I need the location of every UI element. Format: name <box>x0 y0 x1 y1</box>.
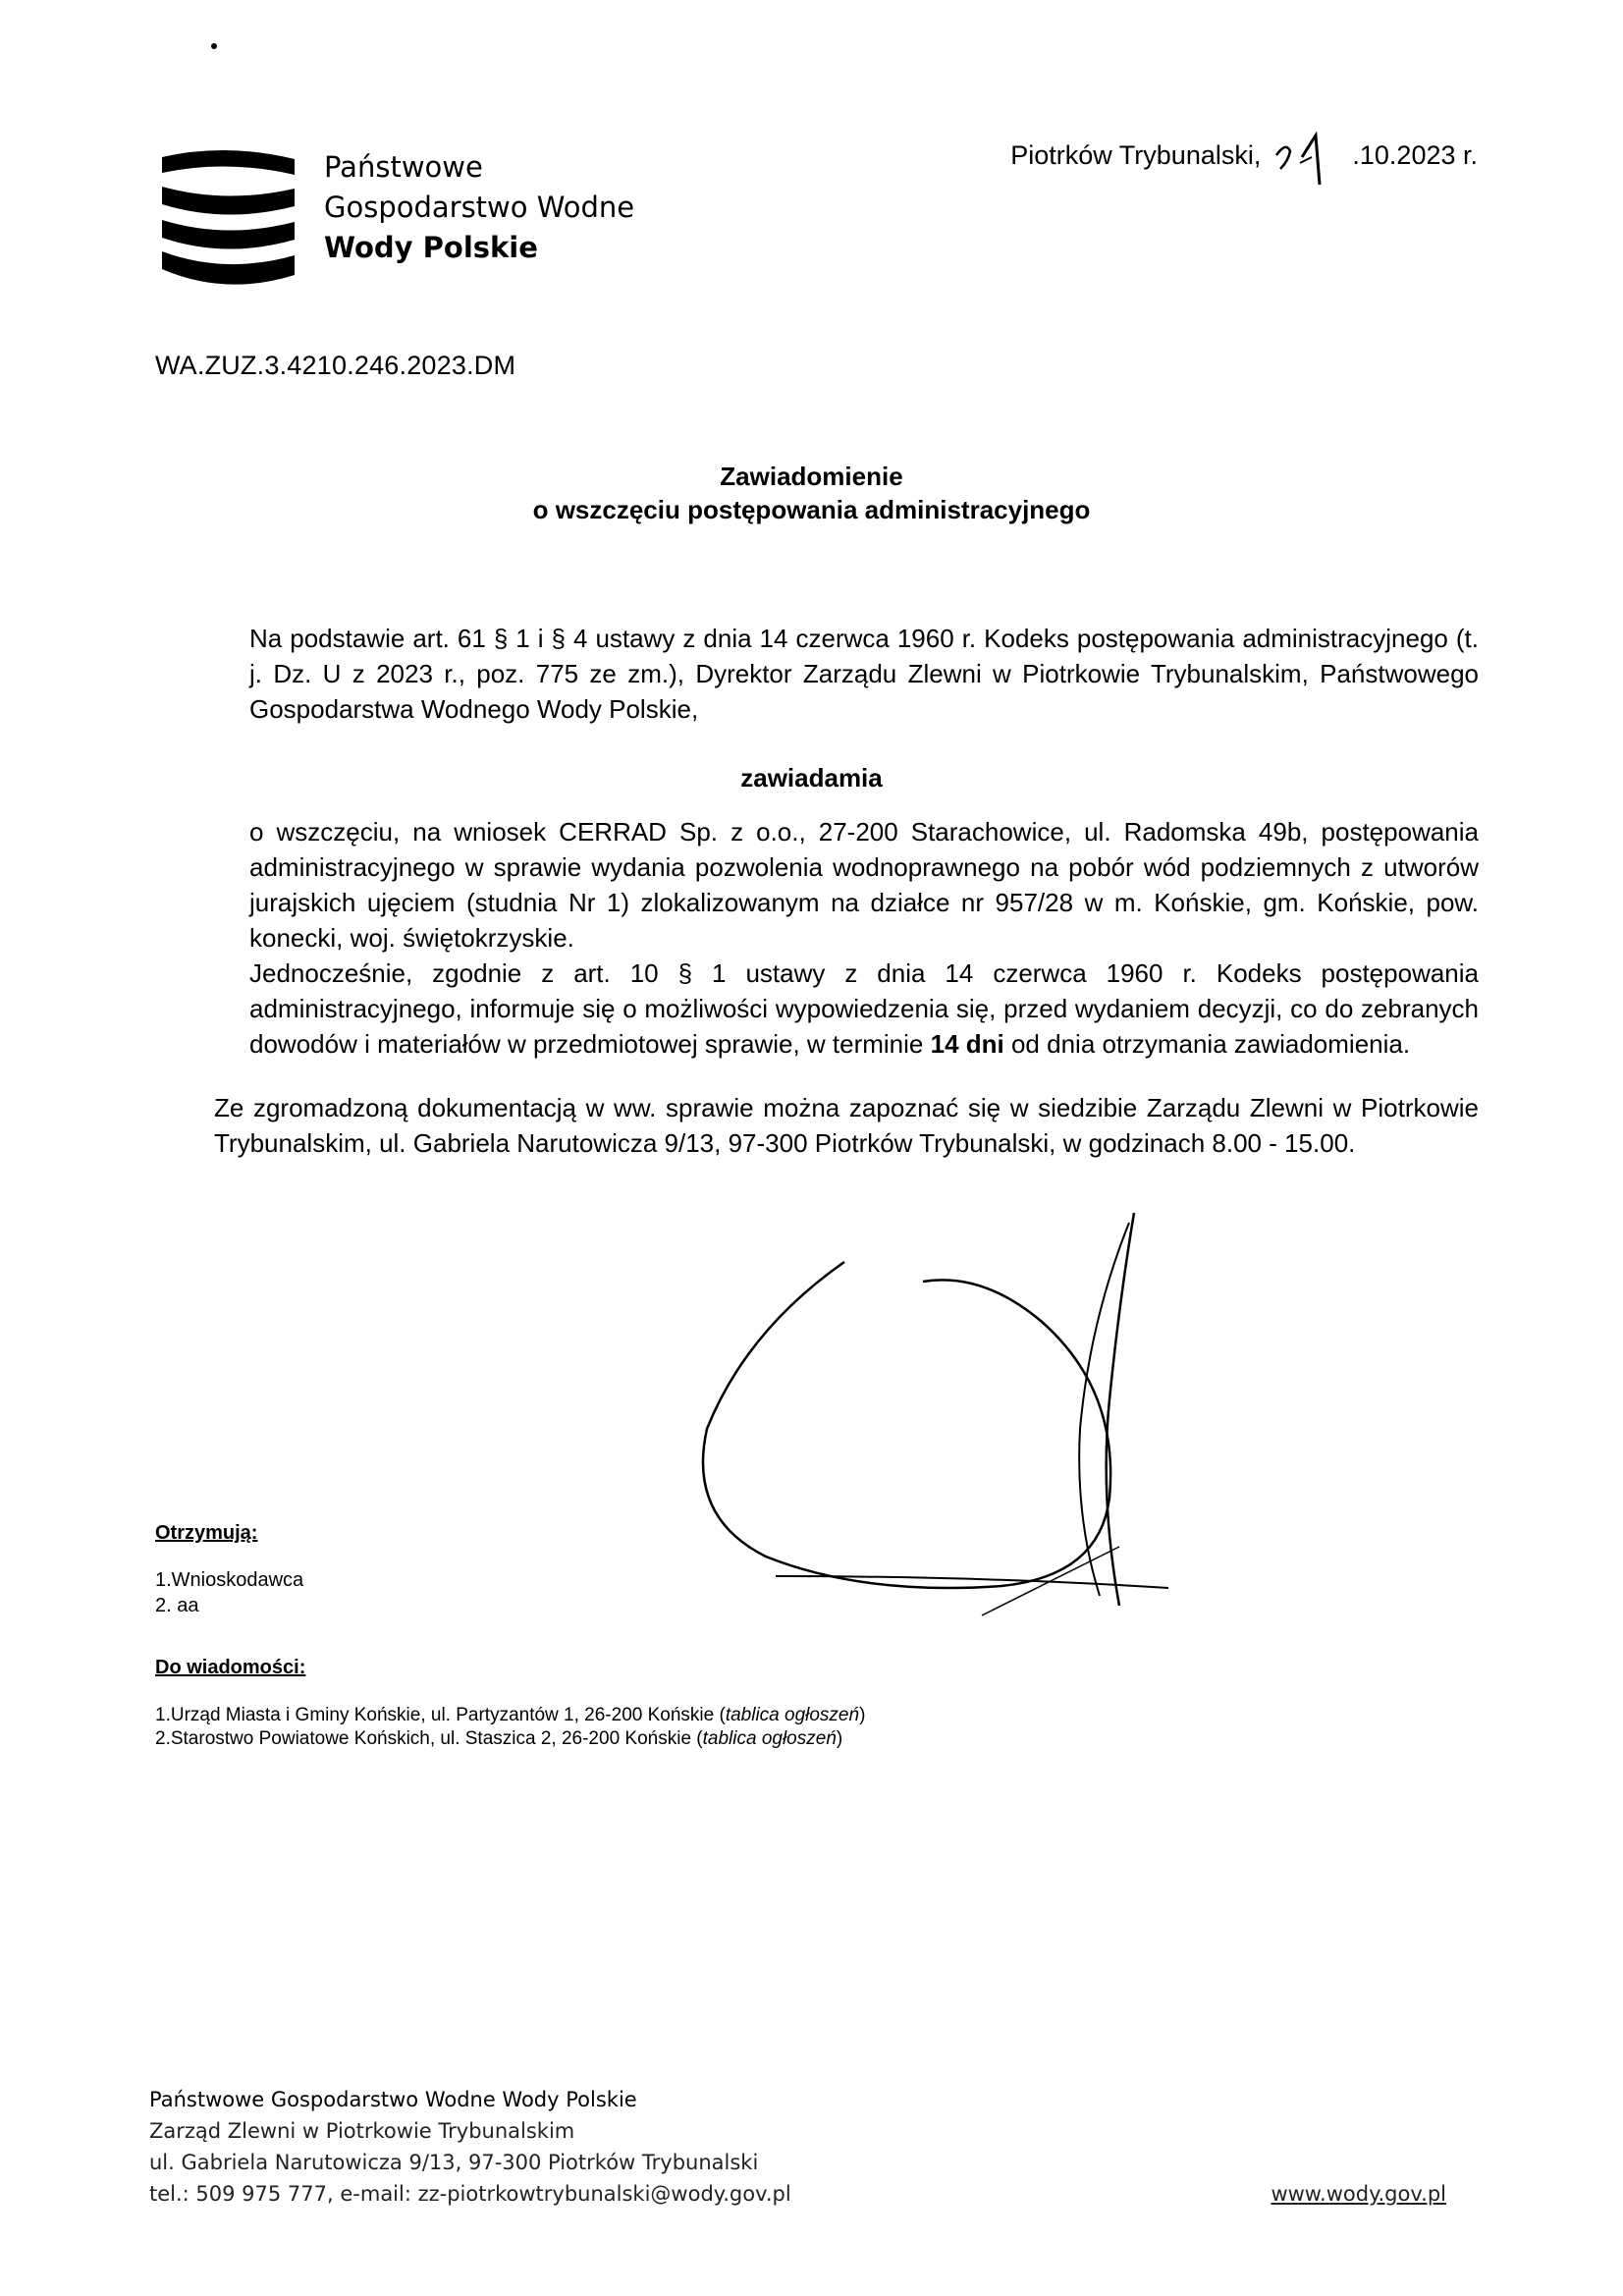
title-line-2: o wszczęciu postępowania administracyjnego <box>532 495 1091 524</box>
info-heading: Do wiadomości: <box>155 1657 306 1678</box>
title-line-1: Zawiadomienie <box>720 462 903 491</box>
date-suffix: .10.2023 r. <box>1352 140 1478 171</box>
date-prefix: Piotrków Trybunalski, <box>1010 140 1262 171</box>
info-item-text: 2.Starostwo Powiatowe Końskich, ul. Staszica 2, 26-200 Końskie ( <box>155 1728 703 1749</box>
footer-line: tel.: 509 975 777, e-mail: zz-piotrkowtrybunalski@wody.gov.pl <box>149 2182 791 2206</box>
website-link[interactable]: www.wody.gov.pl <box>1271 2182 1446 2206</box>
paragraph-3-text: Ze zgromadzoną dokumentacją w ww. sprawie można zapoznać się w siedzibie Zarządu Zlewni w Piotrkowie Trybunalskim, ul. Gabriela Narutowicza 9/13, 97-300 Piotrków Trybunalski, w godzinach 8.00 - 15.00. <box>214 1093 1479 1158</box>
recipient-item: 2. aa <box>155 1595 199 1616</box>
info-item-italic: tablica ogłoszeń <box>702 1728 837 1749</box>
logo-line-1: Państwowe <box>324 150 483 184</box>
paragraph-2b-start: Jednocześnie, zgodnie z art. 10 § 1 ustawy z dnia 14 czerwca 1960 r. Kodeks postępowania administracyjnego, informuje się o możliwości wypowiedzenia się, przed wydaniem decyzji, co do zebranych dowodów i materiałów w przedmiotowej sprawie, w terminie <box>249 958 1479 1059</box>
footer-address <box>149 2084 791 2210</box>
document-title <box>0 460 1623 526</box>
wody-polskie-logo-icon <box>157 137 304 290</box>
info-item-end: ) <box>859 1705 866 1725</box>
paragraph-documentation <box>155 1090 1479 1161</box>
paragraph-2b-text <box>155 956 1479 1062</box>
deadline-bold: 14 dni <box>930 1029 1004 1059</box>
handwritten-day <box>1269 128 1345 187</box>
info-item-text: 1.Urząd Miasta i Gminy Końskie, ul. Partyzantów 1, 26-200 Końskie ( <box>155 1705 726 1725</box>
footer-line: ul. Gabriela Narutowicza 9/13, 97-300 Piotrków Trybunalski <box>149 2151 759 2174</box>
case-reference: WA.ZUZ.3.4210.246.2023.DM <box>155 351 516 380</box>
paragraph-2b-end: od dnia otrzymania zawiadomienia. <box>1003 1029 1411 1059</box>
paragraph-notice <box>155 814 1479 1062</box>
handwritten-day-mark <box>1269 128 1337 187</box>
logo-wordmark <box>324 147 634 268</box>
recipient-item: 1.Wnioskodawca <box>155 1569 304 1591</box>
recipients-heading: Otrzymują: <box>155 1522 258 1544</box>
info-item <box>155 1704 865 1727</box>
footer-line: Państwowe Gospodarstwo Wodne Wody Polskie <box>149 2088 637 2111</box>
info-list <box>155 1704 865 1751</box>
scan-dot <box>211 43 217 49</box>
recipients-list <box>155 1567 303 1618</box>
footer-line: Zarząd Zlewni w Piotrkowie Trybunalskim <box>149 2119 575 2143</box>
notify-heading: zawiadamia <box>740 763 883 793</box>
logo-line-2: Gospodarstwo Wodne <box>324 191 635 224</box>
handwritten-signature <box>687 1203 1178 1635</box>
info-item-italic: tablica ogłoszeń <box>725 1705 860 1725</box>
paragraph-2-text: o wszczęciu, na wniosek CERRAD Sp. z o.o., 27-200 Starachowice, ul. Radomska 49b, postępowania administracyjnego w sprawie wydania pozwolenia wodnoprawnego na pobór wód podziemnych z utworów jurajskich ujęciem (studnia Nr 1) zlokalizowanym na działce nr 957/28 w m. Końskie, gm. Końskie, pow. konecki, woj. świętokrzyskie. <box>249 817 1479 953</box>
info-item-end: ) <box>836 1728 843 1749</box>
paragraph-legal-basis <box>155 621 1479 727</box>
paragraph-1-text: Na podstawie art. 61 § 1 i § 4 ustawy z dnia 14 czerwca 1960 r. Kodeks postępowania administracyjnego (t. j. Dz. U z 2023 r., poz. 775 ze zm.), Dyrektor Zarządu Zlewni w Piotrkowie Trybunalskim, Państwowego Gospodarstwa Wodnego Wody Polskie, <box>249 624 1479 724</box>
date-line <box>1010 128 1478 187</box>
info-item <box>155 1727 865 1751</box>
logo-line-3: Wody Polskie <box>324 231 538 264</box>
